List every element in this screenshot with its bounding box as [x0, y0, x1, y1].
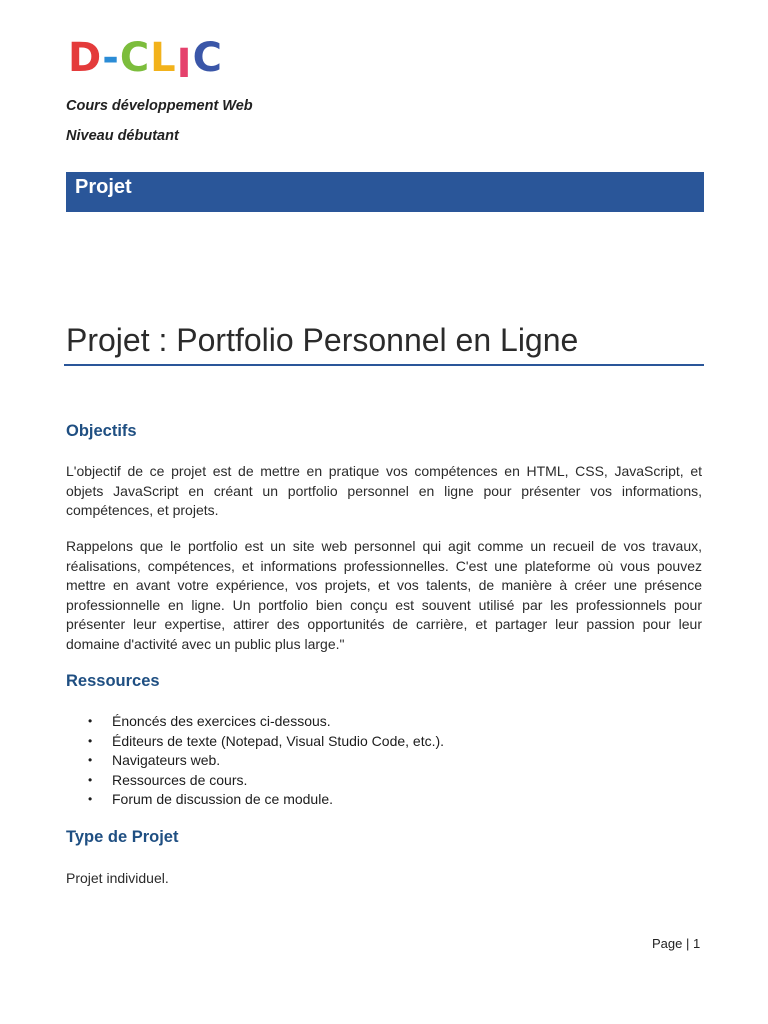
course-name: Cours développement Web: [66, 98, 253, 114]
list-item: [88, 732, 444, 752]
bullet-icon: •: [88, 714, 93, 728]
project-type-heading: Type de Projet: [66, 828, 179, 846]
list-item: [88, 751, 444, 771]
list-item: [88, 790, 444, 810]
document-title: Projet : Portfolio Personnel en Ligne: [66, 322, 579, 358]
list-item: [88, 712, 444, 732]
resource-text: Forum de discussion de ce module.: [112, 791, 333, 808]
objectives-heading: Objectifs: [66, 422, 137, 440]
title-underline: [64, 364, 704, 366]
course-level: Niveau débutant: [66, 128, 179, 144]
logo-letter-c2: C: [192, 35, 223, 81]
logo-letter-i: I: [176, 41, 193, 87]
banner-label: Projet: [75, 176, 132, 198]
resource-text: Énoncés des exercices ci-dessous.: [112, 713, 331, 729]
resources-list: [88, 712, 444, 810]
bullet-icon: •: [88, 772, 93, 787]
bullet-icon: •: [88, 733, 93, 748]
resources-heading: Ressources: [66, 672, 160, 690]
dclic-logo: [68, 34, 223, 87]
bullet-icon: •: [88, 792, 93, 807]
objectives-paragraph-2: Rappelons que le portfolio est un site web personnel qui agit comme un recueil de vos travaux, réalisations, compétences, et informations professionnelles. C'est une plateforme où vous pouvez mettre en avant votre expérience, vos projets, et vos talents, de manière à créer une présence professionnelle en ligne. Un portfolio bien conçu est souvent utilisé par les professionnels pour présenter leur expertise, attirer des opportunités de carrière, et partager leur passion pour leur domaine d'activité avec un public plus large.": [66, 538, 702, 652]
logo-letter-l: L: [150, 35, 177, 81]
page-number: Page | 1: [652, 936, 701, 951]
bullet-icon: •: [88, 753, 93, 768]
logo-letter-c: C: [119, 35, 151, 81]
resource-text: Éditeurs de texte (Notepad, Visual Studio Code, etc.).: [112, 732, 445, 749]
project-type-text: Projet individuel.: [66, 870, 169, 886]
resource-text: Ressources de cours.: [112, 771, 248, 788]
logo-letter-d: D: [68, 35, 103, 81]
logo-letter-dash: -: [102, 35, 120, 81]
section-banner: [66, 172, 704, 212]
list-item: [88, 771, 444, 791]
objectives-paragraph-1: L'objectif de ce projet est de mettre en pratique vos compétences en HTML, CSS, JavaScript, et objets JavaScript en créant un portfolio personnel en ligne pour présenter vos informations, compétences, et projets.: [66, 463, 702, 518]
resource-text: Navigateurs web.: [112, 752, 221, 769]
